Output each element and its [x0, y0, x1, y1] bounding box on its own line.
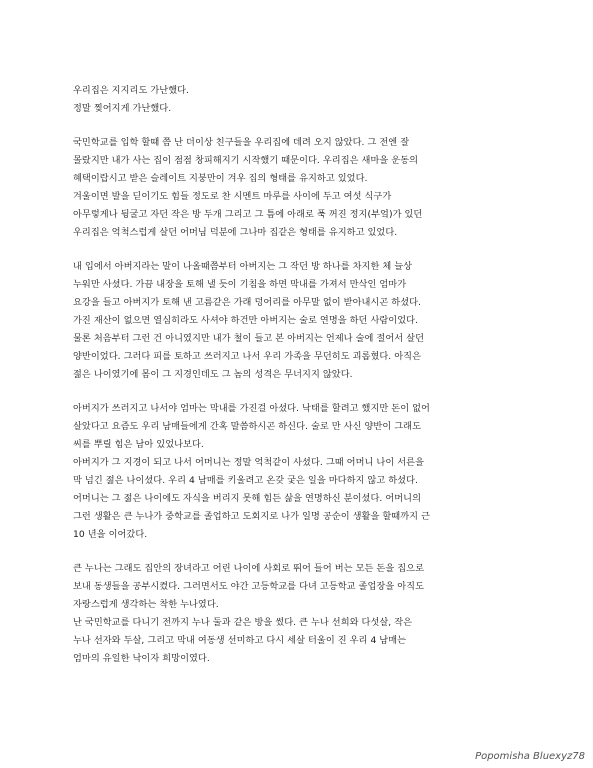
document-body [73, 82, 523, 684]
text-line: 우리집은 억척스럽게 살던 어머님 덕분에 그나마 집같은 형태를 유지하고 있었다. [73, 227, 398, 238]
text-line: 혜택이랍시고 받은 슬레이트 지붕만이 겨우 집의 형태를 유지하고 있었다. [73, 173, 368, 184]
text-line: 젊은 나이였기에 몸이 그 지경인데도 그 놈의 성격은 무너지지 않았다. [73, 369, 353, 380]
text-line: 양반이었다. 그러다 피를 토하고 쓰러지고 나서 우리 가족을 무던히도 괴롭혔다. 아직은 [73, 351, 422, 362]
text-line: 10 년을 이어갔다. [73, 529, 148, 540]
text-line: 몰랐지만 내가 사는 집이 점점 창피해지기 시작했기 때문이다. 우리집은 새마을 운동의 [73, 155, 419, 166]
paragraph [73, 560, 523, 668]
text-line: 우리집은 지지리도 가난했다. [73, 85, 190, 96]
text-line: 누워만 사셨다. 가끔 내장을 토해 낼 듯이 기침을 하면 막내를 가져서 만삭인 엄마가 [73, 279, 407, 290]
text-line: 큰 누나는 그래도 집안의 장녀라고 어린 나이에 사회로 뛰어 들어 버는 모든 돈을 집으로 [73, 563, 424, 574]
paragraph [73, 258, 523, 384]
text-line: 살았다고 요즘도 우리 남매들에게 간혹 말씀하시곤 하신다. 술로 만 사신 양반이 그래도 [73, 421, 422, 432]
text-line: 그런 생활은 큰 누나가 중학교를 졸업하고 도회지로 나가 일명 공순이 생활을 할때까지 근 [73, 511, 430, 522]
text-line: 국민학교를 입학 할때 쯤 난 더이상 친구들을 우리집에 데려 오지 않았다. 그 전엔 잘 [73, 137, 410, 148]
text-line: 가진 재산이 없으면 열심히라도 사셔야 하건만 아버지는 술로 연명을 하던 사람이었다. [73, 315, 419, 326]
text-line: 아버지가 그 지경이 되고 나서 어머니는 정말 억척같이 사셨다. 그때 어머니 나이 서른을 [73, 457, 424, 468]
text-line: 엄마의 유일한 낙이자 희망이였다. [73, 653, 210, 664]
text-line: 정말 찢어지게 가난했다. [73, 103, 172, 114]
text-line: 난 국민학교를 다니기 전까지 누나 둘과 같은 방을 썼다. 큰 누나 선희와 다섯살, 작은 [73, 617, 413, 628]
text-line: 씨를 뿌릴 힘은 남아 있었나보다. [73, 439, 204, 450]
author-signature: Popomisha Bluexyz78 [475, 751, 585, 762]
text-line: 요강을 들고 아버지가 토해 낸 고름같은 가래 덩어리를 아무말 없이 받아내시곤 하셨다. [73, 297, 422, 308]
text-line: 어머니는 그 젊은 나이에도 자식을 버리지 못해 힘든 삶을 연명하신 분이셨다. 어머니의 [73, 493, 422, 504]
text-line: 내 입에서 아버지라는 말이 나올때쯤부터 아버지는 그 작던 방 하나를 차지한 체 늘상 [73, 261, 413, 272]
text-line: 막 넘긴 젊은 나이셨다. 우리 4 남매를 키울려고 온갖 궂은 일을 마다하지 않고 하셨다. [73, 475, 418, 486]
text-line: 누나 선자와 두살, 그리고 막내 여동생 선미하고 다시 세살 터울이 진 우리 4 남매는 [73, 635, 407, 646]
paragraph [73, 134, 523, 242]
text-line: 겨울이면 발을 딛이기도 힘들 정도로 찬 시멘트 마루를 사이에 두고 여섯 식구가 [73, 191, 392, 202]
text-line: 아버지가 쓰러지고 나서야 엄마는 막내를 가진걸 아셨다. 낙태를 할려고 했지만 돈이 없어 [73, 403, 430, 414]
text-line: 보내 동생들을 공부시켰다. 그러면서도 야간 고등학교를 다녀 고등학교 졸업장을 아직도 [73, 581, 425, 592]
text-line: 아무렇게나 뒹굴고 자던 작은 방 두개 그리고 그 틈에 아래로 푹 꺼진 정지(부엌)가 있던 [73, 209, 423, 220]
text-line: 물론 처음부터 그런 건 아니였지만 내가 철이 들고 본 아버지는 언제나 술에 절어서 살던 [73, 333, 424, 344]
paragraph [73, 82, 523, 118]
paragraph [73, 400, 523, 544]
text-line: 자랑스럽게 생각하는 착한 누나였다. [73, 599, 219, 610]
